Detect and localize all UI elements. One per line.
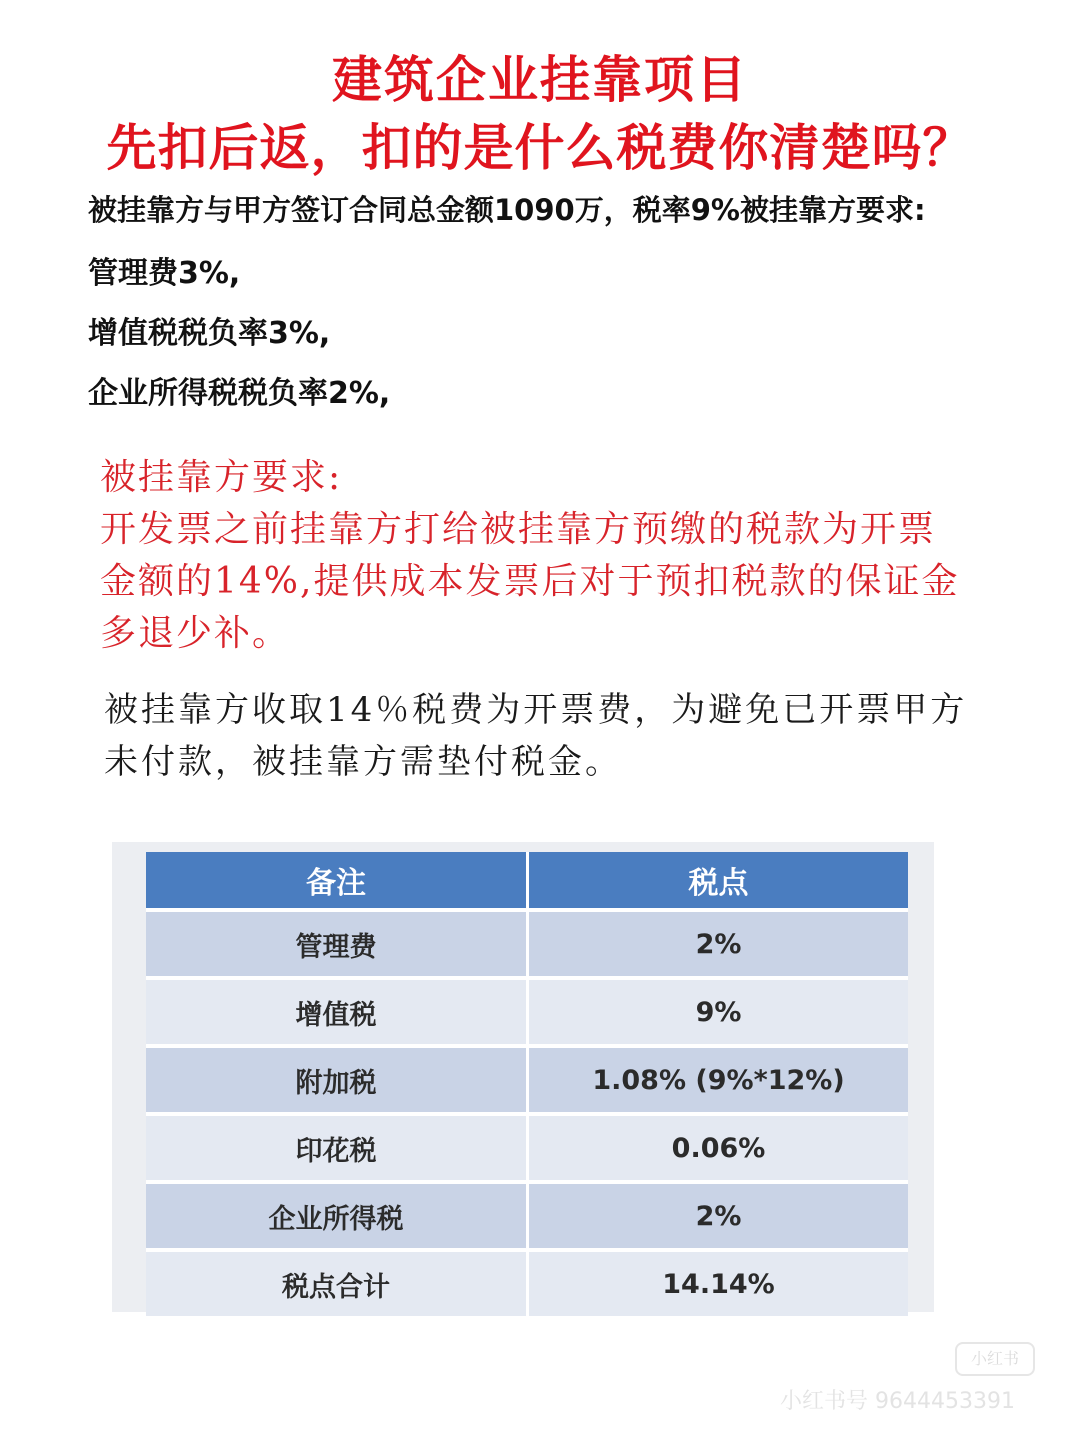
note-text-line: 未付款，被挂靠方需垫付税金。	[104, 742, 622, 782]
table-header-row	[146, 852, 908, 910]
table-row	[146, 1250, 908, 1318]
note-text-line: 被挂靠方收取14％税费为开票费，为避免已开票甲方	[104, 690, 968, 730]
table-cell-item: 企业所得税	[146, 1182, 528, 1250]
note-section	[104, 684, 1004, 788]
intro-management-fee: 管理费3%,	[88, 256, 241, 291]
table-cell-rate: 2%	[528, 1182, 909, 1250]
watermark-id: 小红书号 9644453391	[780, 1389, 1015, 1414]
page-title: 建筑企业挂靠项目	[332, 51, 748, 109]
requirement-text-line: 开发票之前挂靠方打给被挂靠方预缴的税款为开票	[100, 509, 937, 550]
table-cell-rate: 9%	[528, 978, 909, 1046]
requirement-heading: 被挂靠方要求:	[100, 457, 343, 498]
table-cell-rate: 14.14%	[528, 1250, 909, 1318]
table-cell-rate: 0.06%	[528, 1114, 909, 1182]
table-row	[146, 978, 908, 1046]
intro-vat-rate: 增值税税负率3%,	[88, 316, 331, 351]
page-subtitle: 先扣后返，扣的是什么税费你清楚吗？	[106, 119, 974, 177]
table-cell-rate: 2%	[528, 910, 909, 978]
table-header-rate: 税点	[528, 852, 909, 910]
table-cell-rate: 1.08% (9%*12%)	[528, 1046, 909, 1114]
table-cell-item: 税点合计	[146, 1250, 528, 1318]
table-cell-item: 管理费	[146, 910, 528, 978]
table-row	[146, 1182, 908, 1250]
watermark-badge: 小红书	[955, 1342, 1035, 1376]
requirement-text-line: 金额的14%,提供成本发票后对于预扣税款的保证金	[100, 561, 960, 602]
table-cell-item: 印花税	[146, 1114, 528, 1182]
table-row	[146, 910, 908, 978]
tax-table	[146, 852, 908, 1320]
table-cell-item: 附加税	[146, 1046, 528, 1114]
table-row	[146, 1114, 908, 1182]
intro-contract-line: 被挂靠方与甲方签订合同总金额1090万，税率9%被挂靠方要求:	[88, 193, 926, 227]
requirement-text-line: 多退少补。	[100, 613, 291, 654]
requirement-section	[100, 452, 1000, 660]
intro-income-tax-rate: 企业所得税税负率2%,	[88, 376, 391, 411]
table-row	[146, 1046, 908, 1114]
tax-table-image	[112, 842, 934, 1312]
table-header-note: 备注	[146, 852, 528, 910]
table-cell-item: 增值税	[146, 978, 528, 1046]
